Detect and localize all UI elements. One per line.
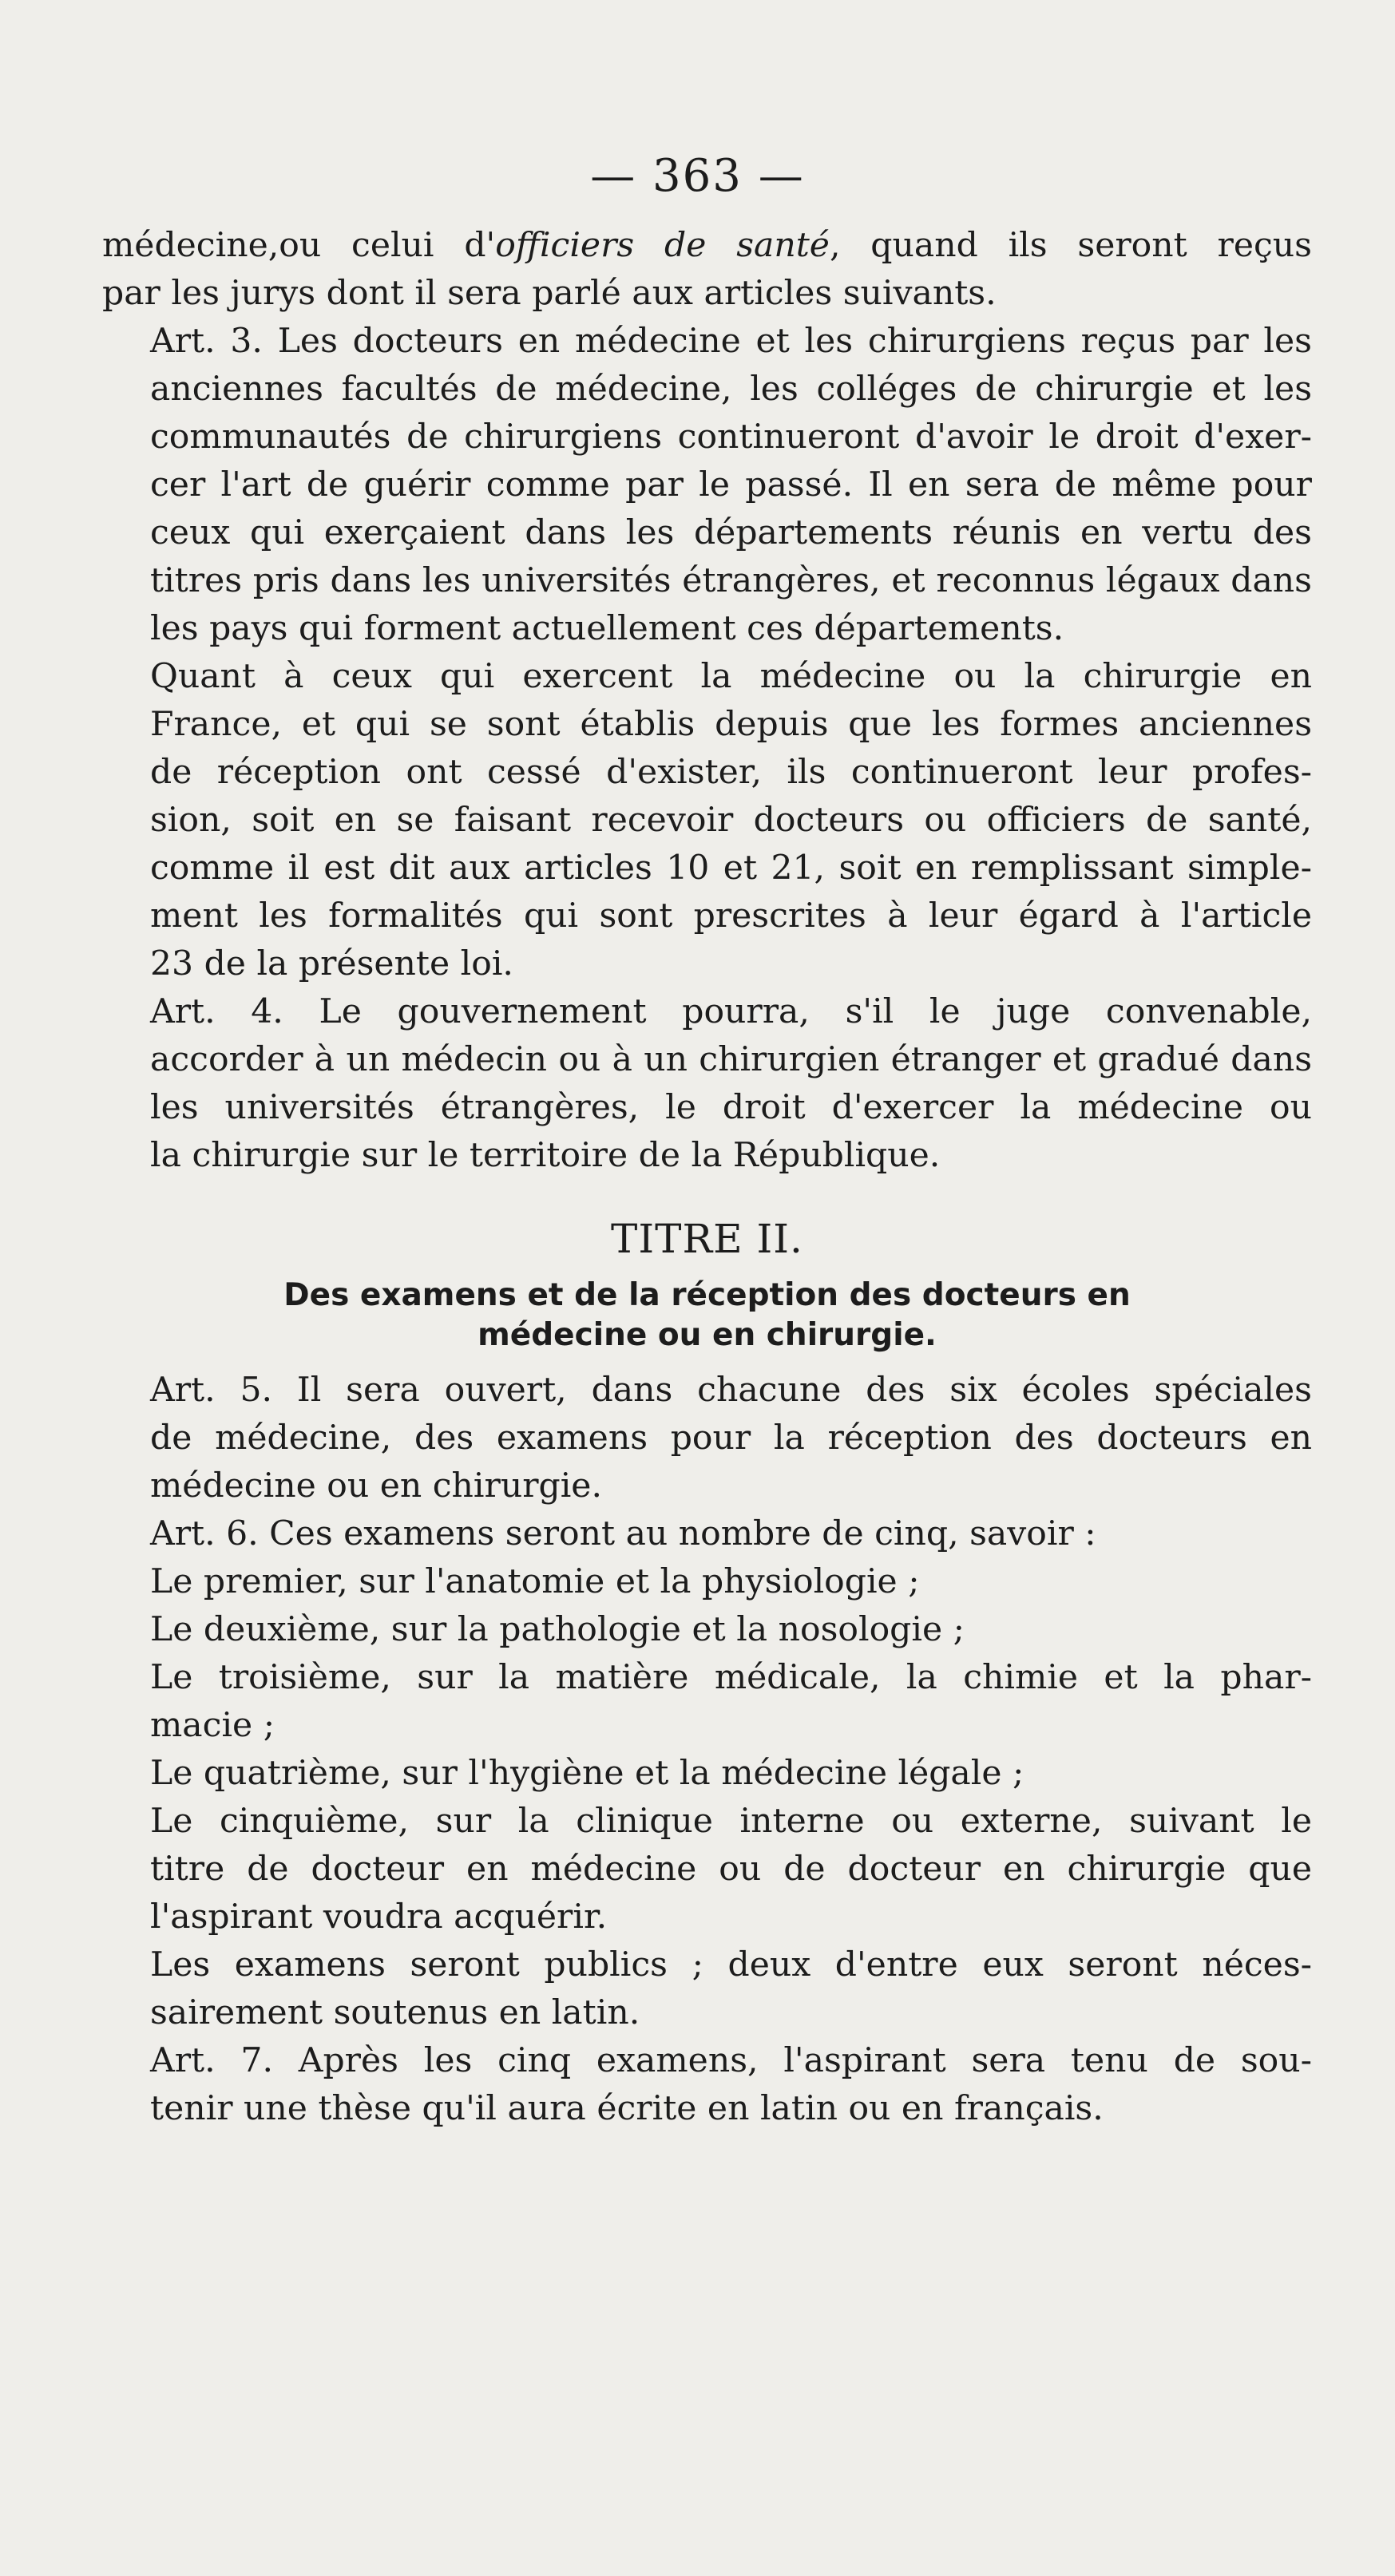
- page-body: [102, 222, 1312, 2133]
- text-line: Des examens et de la réception des docteurs en: [283, 1277, 1131, 1313]
- text-line: [102, 222, 1312, 270]
- text-line: ment les formalités qui sont prescrites à leur égard à l'article: [150, 896, 1312, 936]
- text-line: Le quatrième, sur l'hygiène et la médecine légale ;: [150, 1754, 1024, 1793]
- text-line: titres pris dans les universités étrangères, et reconnus légaux dans: [150, 561, 1312, 600]
- text-line: France, et qui se sont établis depuis que les formes anciennes: [150, 705, 1312, 744]
- text-line: Le troisième, sur la matière médicale, la chimie et la phar-: [150, 1658, 1312, 1697]
- text-line: l'aspirant voudra acquérir.: [150, 1897, 608, 1937]
- text-line: de médecine, des examens pour la réception des docteurs en: [150, 1419, 1312, 1458]
- text-line: titre de docteur en médecine ou de docteur en chirurgie que: [150, 1850, 1312, 1889]
- text-line: macie ;: [150, 1706, 275, 1745]
- exam-item-troisieme: [102, 1654, 1312, 1750]
- text-line: Le deuxième, sur la pathologie et la nosologie ;: [150, 1610, 965, 1649]
- text-line: sion, soit en se faisant recevoir docteurs ou officiers de santé,: [150, 801, 1312, 840]
- page-number: — 363 —: [590, 150, 805, 202]
- text-line: la chirurgie sur le territoire de la République.: [150, 1136, 941, 1175]
- text-run: , quand ils seront reçus: [829, 226, 1312, 265]
- text-line: Art. 5. Il sera ouvert, dans chacune des six écoles spéciales: [150, 1371, 1312, 1410]
- text-line: cer l'art de guérir comme par le passé. Il en sera de même pour: [150, 465, 1312, 505]
- text-line: ceux qui exerçaient dans les départements réunis en vertu des: [150, 513, 1312, 552]
- text-line: par les jurys dont il sera parlé aux articles suivants.: [102, 274, 997, 313]
- text-line: sairement soutenus en latin.: [150, 1993, 640, 2032]
- text-line: médecine ou en chirurgie.: [478, 1317, 937, 1353]
- italic-term: officiers de santé: [495, 226, 830, 265]
- paragraph-continuation: [102, 222, 1312, 318]
- text-line: les pays qui forment actuellement ces départements.: [150, 609, 1064, 648]
- text-line: anciennes facultés de médecine, les colléges de chirurgie et les: [150, 370, 1312, 409]
- section-subtitle: [102, 1276, 1312, 1355]
- text-line: accorder à un médecin ou à un chirurgien étranger et gradué dans: [150, 1040, 1312, 1079]
- text-line: 23 de la présente loi.: [150, 944, 513, 983]
- paragraph-examens: [102, 1941, 1312, 2037]
- text-line: les universités étrangères, le droit d'exercer la médecine ou: [150, 1088, 1312, 1127]
- exam-item-cinquieme: [102, 1798, 1312, 1941]
- text-line: Le cinquième, sur la clinique interne ou externe, suivant le: [150, 1802, 1312, 1841]
- article-7: [102, 2037, 1312, 2133]
- section-title: TITRE II.: [611, 1216, 803, 1262]
- text-line: Les examens seront publics ; deux d'entre eux seront néces-: [150, 1945, 1312, 1984]
- article-3: [102, 318, 1312, 653]
- text-line: comme il est dit aux articles 10 et 21, soit en remplissant simple-: [150, 849, 1312, 888]
- text-line: Art. 7. Après les cinq examens, l'aspirant sera tenu de sou-: [150, 2041, 1312, 2080]
- text-line: Art. 6. Ces examens seront au nombre de cinq, savoir :: [150, 1514, 1096, 1553]
- text-line: Art. 3. Les docteurs en médecine et les chirurgiens reçus par les: [150, 322, 1312, 361]
- text-line: Quant à ceux qui exercent la médecine ou la chirurgie en: [150, 657, 1312, 696]
- exam-item-premier: [102, 1558, 1312, 1606]
- article-6: [102, 1510, 1312, 1558]
- exam-item-deuxieme: [102, 1606, 1312, 1654]
- article-5: [102, 1367, 1312, 1510]
- text-line: communautés de chirurgiens continueront d'avoir le droit d'exer-: [150, 417, 1312, 457]
- paragraph-quant: [102, 653, 1312, 988]
- text-run: médecine,ou celui d': [102, 226, 496, 265]
- text-line: médecine ou en chirurgie.: [150, 1466, 602, 1506]
- text-line: Le premier, sur l'anatomie et la physiologie ;: [150, 1562, 920, 1601]
- text-line: Art. 4. Le gouvernement pourra, s'il le juge convenable,: [150, 992, 1312, 1031]
- exam-item-quatrieme: [102, 1750, 1312, 1798]
- text-line: de réception ont cessé d'exister, ils continueront leur profes-: [150, 753, 1312, 792]
- article-4: [102, 988, 1312, 1180]
- text-line: tenir une thèse qu'il aura écrite en latin ou en français.: [150, 2089, 1104, 2128]
